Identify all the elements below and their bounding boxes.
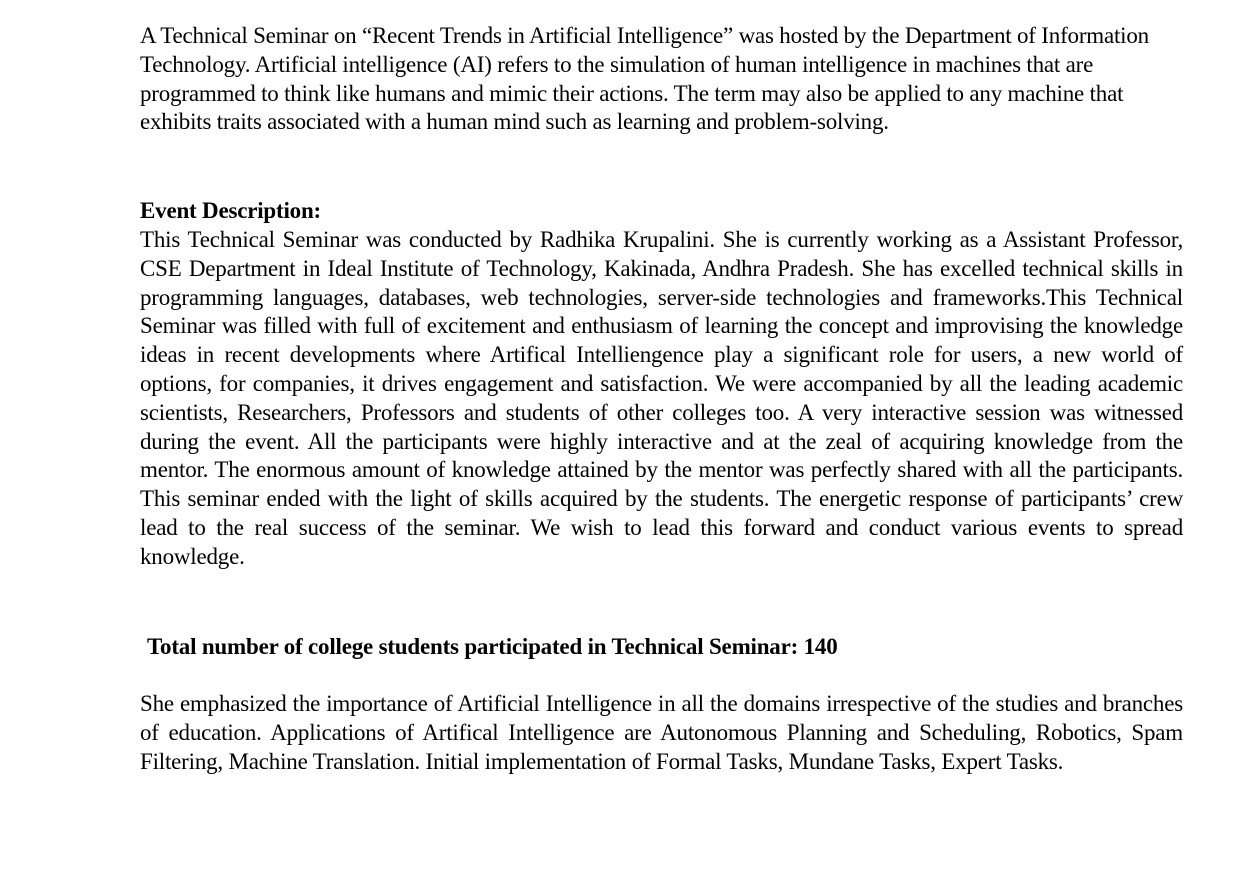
event-description-heading: Event Description: [140,198,322,224]
event-description-paragraph: This Technical Seminar was conducted by Radhika Krupalini. She is currently working as a Assistant Professor, CSE Department in Ideal Institute of Technology, Kakinada, Andhra Pradesh. She has excelled technical skills in programming languages, databases, web technologies, server-side technologies and frameworks.This Technical Seminar was filled with full of excitement and enthusiasm of learning the concept and improvising the knowledge ideas in recent developments where Artifical Intelliengence play a significant role for users, a new world of options, for companies, it drives engagement and satisfaction. We were accompanied by all the leading academic scientists, Researchers, Professors and students of other colleges too. A very interactive session was witnessed during the event. All the participants were highly interactive and at the zeal of acquiring knowledge from the mentor. The enormous amount of knowledge attained by the mentor was perfectly shared with all the participants. This seminar ended with the light of skills acquired by the students. The energetic response of participants’ crew lead to the real success of the seminar. We wish to lead this forward and conduct various events to spread knowledge. [140,226,1183,569]
closing-paragraph: She emphasized the importance of Artificial Intelligence in all the domains irrespective of the studies and branches of education. Applications of Artifical Intelligence are Autonomous Planning and Scheduling, Robotics, Spam Filtering, Machine Translation. Initial implementation of Formal Tasks, Mundane Tasks, Expert Tasks. [140,691,1183,774]
total-participants-line: Total number of college students participated in Technical Seminar: 140 [147,633,838,659]
document-page [140,22,1183,777]
intro-paragraph: A Technical Seminar on “Recent Trends in Artificial Intelligence” was hosted by the Department of Information Technology. Artificial intelligence (AI) refers to the simulation of human intelligence in machines that are programmed to think like humans and mimic their actions. The term may also be applied to any machine that exhibits traits associated with a human mind such as learning and problem-solving. [140,23,1149,135]
